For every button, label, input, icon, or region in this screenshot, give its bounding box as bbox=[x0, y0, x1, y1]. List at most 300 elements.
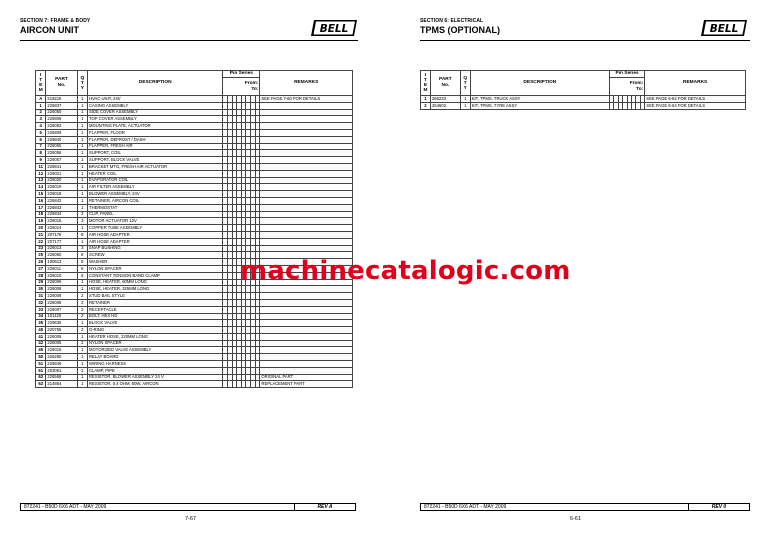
part-number-cell: 207177 bbox=[46, 238, 77, 245]
remarks-cell bbox=[260, 333, 353, 340]
part-number-cell: 219216 bbox=[46, 96, 77, 103]
header-rule bbox=[420, 40, 750, 41]
qty-cell: 3 bbox=[77, 218, 87, 225]
item-cell: 62 bbox=[36, 381, 46, 388]
col-header-from-to bbox=[223, 78, 260, 96]
qty-cell: 1 bbox=[77, 374, 87, 381]
page-title: TPMS (OPTIONAL) bbox=[420, 25, 500, 35]
remarks-cell bbox=[260, 163, 353, 170]
table-row bbox=[36, 320, 353, 327]
part-number-cell: 226844 bbox=[46, 211, 77, 218]
remarks-cell bbox=[260, 143, 353, 150]
qty-cell: 6 bbox=[77, 272, 87, 279]
description-cell: HEATER HOSE, 220MM LONG bbox=[88, 333, 223, 340]
col-header-pin-series: Pin Series bbox=[223, 71, 260, 78]
qty-cell: 1 bbox=[77, 333, 87, 340]
remarks-cell bbox=[260, 293, 353, 300]
table-row bbox=[36, 177, 353, 184]
table-row bbox=[36, 150, 353, 157]
part-number-cell: 229021 bbox=[46, 170, 77, 177]
remarks-cell bbox=[260, 109, 353, 116]
remarks-cell: SEE PAGE 6-64 FOR DETAILS bbox=[645, 102, 746, 109]
remarks-cell bbox=[260, 354, 353, 361]
remarks-cell bbox=[260, 347, 353, 354]
remarks-cell bbox=[260, 238, 353, 245]
description-cell: SIDE COVER ASSEMBLY bbox=[88, 109, 223, 116]
qty-cell: 2 bbox=[77, 306, 87, 313]
part-number-cell: 226015 bbox=[46, 218, 77, 225]
table-row bbox=[36, 327, 353, 334]
table-row bbox=[36, 218, 353, 225]
col-header-part: PART No. bbox=[46, 71, 77, 96]
remarks-cell bbox=[260, 245, 353, 252]
table-row bbox=[36, 238, 353, 245]
page-number: 6-61 bbox=[570, 516, 582, 522]
remarks-cell bbox=[260, 191, 353, 198]
remarks-cell bbox=[260, 313, 353, 320]
item-cell: 31 bbox=[36, 293, 46, 300]
qty-cell: 1 bbox=[77, 191, 87, 198]
part-number-cell: 226009 bbox=[46, 293, 77, 300]
item-cell: 15 bbox=[36, 191, 46, 198]
remarks-cell bbox=[260, 211, 353, 218]
item-cell: 26 bbox=[36, 259, 46, 266]
part-number-cell: 226006 bbox=[46, 286, 77, 293]
col-header-pin-series: Pin Series bbox=[609, 71, 644, 78]
qty-cell: 8 bbox=[77, 265, 87, 272]
item-cell: 50 bbox=[36, 354, 46, 361]
part-number-cell: 226010 bbox=[46, 272, 77, 279]
table-row bbox=[36, 333, 353, 340]
description-cell: FLAPPER, DEFROST / DASH bbox=[88, 136, 223, 143]
part-number-cell: 100613 bbox=[46, 259, 77, 266]
table-row bbox=[36, 367, 353, 374]
table-row bbox=[36, 306, 353, 313]
remarks-cell bbox=[260, 129, 353, 136]
item-cell: 62 bbox=[36, 374, 46, 381]
description-cell: WASHER bbox=[88, 259, 223, 266]
table-row bbox=[36, 197, 353, 204]
item-cell: 27 bbox=[36, 265, 46, 272]
remarks-cell bbox=[260, 299, 353, 306]
description-cell: FLAPPER, FLOOR bbox=[88, 129, 223, 136]
item-cell: 34 bbox=[36, 313, 46, 320]
item-cell: 7 bbox=[36, 143, 46, 150]
qty-cell: 1 bbox=[77, 286, 87, 293]
description-cell: STUD BAIL STYLE bbox=[88, 293, 223, 300]
remarks-cell bbox=[260, 225, 353, 232]
col-header-description: DESCRIPTION bbox=[88, 71, 223, 96]
qty-cell: 2 bbox=[77, 313, 87, 320]
qty-cell: 3 bbox=[77, 211, 87, 218]
qty-cell: 3 bbox=[77, 245, 87, 252]
col-header-part: PART No. bbox=[430, 71, 460, 96]
page-number: 7-67 bbox=[185, 516, 197, 522]
description-cell: CLIP, PANEL bbox=[88, 211, 223, 218]
footer-revision: REV 0 bbox=[711, 504, 727, 510]
item-cell: 22 bbox=[36, 238, 46, 245]
remarks-cell bbox=[260, 204, 353, 211]
table-row bbox=[36, 191, 353, 198]
description-cell: SUPPORT, BLOCK VALVE bbox=[88, 157, 223, 164]
item-cell: 41 bbox=[36, 333, 46, 340]
item-cell: 4 bbox=[36, 123, 46, 130]
from-label: From: bbox=[629, 81, 644, 86]
remarks-cell: SEE PAGE 6-62 FOR DETAILS bbox=[645, 96, 746, 103]
qty-cell: 1 bbox=[77, 320, 87, 327]
part-number-cell: 226840 bbox=[46, 136, 77, 143]
part-number-cell: 226016 bbox=[46, 347, 77, 354]
part-number-cell: 226841 bbox=[46, 163, 77, 170]
item-cell: 1 bbox=[421, 96, 431, 103]
description-cell: EVAPORATOR COIL bbox=[88, 177, 223, 184]
table-row bbox=[36, 381, 353, 388]
part-number-cell: 203061 bbox=[46, 367, 77, 374]
description-cell: HEATER COIL bbox=[88, 170, 223, 177]
qty-cell: 8 bbox=[77, 259, 87, 266]
item-cell: 1 bbox=[36, 102, 46, 109]
remarks-cell bbox=[260, 327, 353, 334]
table-row bbox=[36, 123, 353, 130]
table-row bbox=[36, 96, 353, 103]
remarks-cell: SEE PAGE 7-60 FOR DETAILS bbox=[260, 96, 353, 103]
table-row bbox=[36, 211, 353, 218]
qty-cell: 1 bbox=[77, 354, 87, 361]
table-row bbox=[36, 361, 353, 368]
item-cell: 2 bbox=[421, 102, 431, 109]
part-number-cell: 226843 bbox=[46, 204, 77, 211]
qty-cell: 1 bbox=[460, 102, 470, 109]
table-row bbox=[36, 170, 353, 177]
part-number-cell: 226842 bbox=[46, 197, 77, 204]
description-cell: BOLT, HEX HD bbox=[88, 313, 223, 320]
description-cell: AIR HOSE ADAPTER bbox=[88, 231, 223, 238]
item-cell: 61 bbox=[36, 367, 46, 374]
part-number-cell: 226050 bbox=[46, 109, 77, 116]
part-number-cell: 214854 bbox=[46, 381, 77, 388]
part-number-cell: 264602 bbox=[430, 102, 460, 109]
qty-cell: 1 bbox=[77, 347, 87, 354]
part-number-cell: 226018 bbox=[46, 191, 77, 198]
table-row bbox=[36, 225, 353, 232]
qty-cell: 2 bbox=[77, 340, 87, 347]
remarks-cell bbox=[260, 150, 353, 157]
watermark-text: machinecatalogic.com bbox=[240, 256, 571, 286]
description-cell: FLAPPER, FRESH AIR bbox=[88, 143, 223, 150]
remarks-cell bbox=[260, 286, 353, 293]
part-number-cell: 226011 bbox=[46, 265, 77, 272]
item-cell: 51 bbox=[36, 361, 46, 368]
qty-cell: 1 bbox=[77, 279, 87, 286]
parts-table-body bbox=[421, 96, 746, 110]
part-number-cell: 226060 bbox=[46, 252, 77, 259]
description-cell: HVAC UNIT, 24V bbox=[88, 96, 223, 103]
table-row bbox=[36, 143, 353, 150]
item-cell: 12 bbox=[36, 170, 46, 177]
remarks-cell bbox=[260, 184, 353, 191]
description-cell: MOTOR ACTUATOR 12V bbox=[88, 218, 223, 225]
part-number-cell: 226013 bbox=[46, 245, 77, 252]
table-row bbox=[36, 136, 353, 143]
description-cell: NYLON SPACER bbox=[88, 340, 223, 347]
item-cell: 17 bbox=[36, 204, 46, 211]
table-row bbox=[36, 354, 353, 361]
part-number-cell: 226837 bbox=[46, 102, 77, 109]
table-row bbox=[36, 245, 353, 252]
qty-cell: 1 bbox=[77, 109, 87, 116]
item-cell: 19 bbox=[36, 218, 46, 225]
remarks-cell: ORIGINAL PART bbox=[260, 374, 353, 381]
table-row bbox=[36, 163, 353, 170]
table-row bbox=[36, 340, 353, 347]
item-cell: 16 bbox=[36, 197, 46, 204]
qty-cell: 8 bbox=[77, 252, 87, 259]
description-cell: RETAINER bbox=[88, 299, 223, 306]
col-header-qty: Q T Y bbox=[460, 71, 470, 96]
parts-table-body bbox=[36, 96, 353, 388]
item-cell: 3 bbox=[36, 116, 46, 123]
table-row bbox=[36, 347, 353, 354]
part-number-cell: 226056 bbox=[46, 150, 77, 157]
description-cell: AIR HOSE ADAPTER bbox=[88, 238, 223, 245]
parts-table bbox=[35, 70, 353, 388]
item-cell: 9 bbox=[36, 157, 46, 164]
section-label: SECTION 7: FRAME & BODY bbox=[20, 18, 91, 24]
col-header-from-to bbox=[609, 78, 644, 96]
col-header-item: I T E M bbox=[36, 71, 46, 96]
logo-text: BELL bbox=[319, 23, 349, 35]
table-row bbox=[36, 204, 353, 211]
description-cell: SNAP BUSHING bbox=[88, 245, 223, 252]
description-cell: RESISTOR, 0.4 OHM, 50W, AIRCON bbox=[88, 381, 223, 388]
qty-cell: 1 bbox=[77, 96, 87, 103]
remarks-cell bbox=[260, 116, 353, 123]
qty-cell: 1 bbox=[77, 204, 87, 211]
to-label: To: bbox=[636, 86, 644, 92]
item-cell: 20 bbox=[36, 225, 46, 232]
description-cell: HOSE, HEATER, 325MM LONG bbox=[88, 286, 223, 293]
remarks-cell: REPLACEMENT PART bbox=[260, 381, 353, 388]
table-row bbox=[36, 109, 353, 116]
item-cell: 32 bbox=[36, 299, 46, 306]
bell-logo bbox=[310, 18, 358, 38]
description-cell: NYLON SPACER bbox=[88, 265, 223, 272]
table-row bbox=[36, 231, 353, 238]
col-header-item: I T E M bbox=[421, 71, 431, 96]
description-cell: O-RING bbox=[88, 327, 223, 334]
description-cell: SCREW bbox=[88, 252, 223, 259]
item-cell: 30 bbox=[36, 286, 46, 293]
part-number-cell: 266233 bbox=[430, 96, 460, 103]
logo-text: BELL bbox=[709, 23, 739, 35]
qty-cell: 1 bbox=[77, 123, 87, 130]
description-cell: CASING ASSEMBLY bbox=[88, 102, 223, 109]
footer-box bbox=[20, 503, 356, 511]
description-cell: MOUNTING PLATE, ACTUATOR bbox=[88, 123, 223, 130]
description-cell: MOTORIZED VALVE ASSEMBLY bbox=[88, 347, 223, 354]
footer-doc-id: 872241 - B50D 6X6 ADT - MAY 2009 bbox=[21, 504, 295, 510]
qty-cell: 1 bbox=[77, 129, 87, 136]
item-cell: 28 bbox=[36, 272, 46, 279]
description-cell: RETAINER, AIRCON COIL bbox=[88, 197, 223, 204]
qty-cell: 1 bbox=[77, 197, 87, 204]
col-header-description: DESCRIPTION bbox=[470, 71, 609, 96]
footer-revision: REV A bbox=[317, 504, 333, 510]
table-row bbox=[36, 293, 353, 300]
col-header-qty: Q T Y bbox=[77, 71, 87, 96]
bell-logo bbox=[700, 18, 748, 38]
item-cell: 18 bbox=[36, 211, 46, 218]
qty-cell: 1 bbox=[77, 136, 87, 143]
qty-cell: 1 bbox=[77, 361, 87, 368]
qty-cell: 1 bbox=[77, 177, 87, 184]
col-header-remarks: REMARKS bbox=[260, 71, 353, 96]
qty-cell: 1 bbox=[77, 116, 87, 123]
item-cell: 35 bbox=[36, 320, 46, 327]
item-cell: 21 bbox=[36, 231, 46, 238]
qty-cell: 2 bbox=[77, 293, 87, 300]
part-number-cell: 226008 bbox=[46, 299, 77, 306]
remarks-cell bbox=[260, 102, 353, 109]
qty-cell: 1 bbox=[77, 102, 87, 109]
description-cell: AIR FILTER ASSEMBLY bbox=[88, 184, 223, 191]
description-cell: CLAMP, PIPE bbox=[88, 367, 223, 374]
col-header-remarks: REMARKS bbox=[645, 71, 746, 96]
item-cell: 13 bbox=[36, 177, 46, 184]
part-number-cell: 226280 bbox=[46, 354, 77, 361]
header-rule bbox=[20, 40, 358, 41]
description-cell: KIT, TPMS, TYRE ASSY bbox=[470, 102, 609, 109]
part-number-cell: 226007 bbox=[46, 306, 77, 313]
remarks-cell bbox=[260, 157, 353, 164]
part-number-cell: 101129 bbox=[46, 313, 77, 320]
part-number-cell: 229635 bbox=[46, 320, 77, 327]
item-cell: 25 bbox=[36, 252, 46, 259]
parts-table bbox=[420, 70, 746, 110]
qty-cell: 1 bbox=[460, 96, 470, 103]
table-row bbox=[36, 299, 353, 306]
item-cell: A bbox=[36, 96, 46, 103]
description-cell: BRACKET MTG, FRESH AIR ACTUATOR bbox=[88, 163, 223, 170]
remarks-cell bbox=[260, 231, 353, 238]
qty-cell: 1 bbox=[77, 150, 87, 157]
footer-doc-id: 872241 - B50D 6X6 ADT - MAY 2009 bbox=[421, 504, 689, 510]
part-number-cell: 226006 bbox=[46, 279, 77, 286]
qty-cell: 1 bbox=[77, 157, 87, 164]
item-cell: 14 bbox=[36, 184, 46, 191]
remarks-cell bbox=[260, 170, 353, 177]
description-cell: BLOCK VALVE bbox=[88, 320, 223, 327]
remarks-cell bbox=[260, 320, 353, 327]
table-row bbox=[36, 313, 353, 320]
remarks-cell bbox=[260, 340, 353, 347]
item-cell: 45 bbox=[36, 347, 46, 354]
part-number-cell: 226057 bbox=[46, 157, 77, 164]
remarks-cell bbox=[260, 197, 353, 204]
description-cell: HOSE, HEATER, 60MM LONG bbox=[88, 279, 223, 286]
qty-cell: 2 bbox=[77, 367, 87, 374]
description-cell: SUPPORT, COIL bbox=[88, 150, 223, 157]
table-row bbox=[36, 129, 353, 136]
remarks-cell bbox=[260, 136, 353, 143]
description-cell: TOP COVER ASSEMBLY bbox=[88, 116, 223, 123]
item-cell: 11 bbox=[36, 163, 46, 170]
table-row bbox=[36, 116, 353, 123]
part-number-cell: 220765 bbox=[46, 327, 77, 334]
part-number-cell: 226006 bbox=[46, 333, 77, 340]
section-label: SECTION 6: ELECTRICAL bbox=[420, 18, 484, 24]
part-number-cell: 226808 bbox=[46, 116, 77, 123]
item-cell: 29 bbox=[36, 279, 46, 286]
from-label: From: bbox=[244, 81, 259, 86]
part-number-cell: 226055 bbox=[46, 143, 77, 150]
table-row bbox=[36, 157, 353, 164]
description-cell: RESISTOR, BLOWER ASSEMBLY 24 V bbox=[88, 374, 223, 381]
description-cell: RELAY BOARD bbox=[88, 354, 223, 361]
table-row bbox=[36, 286, 353, 293]
item-cell: 33 bbox=[36, 306, 46, 313]
table-row bbox=[36, 102, 353, 109]
qty-cell: 8 bbox=[77, 231, 87, 238]
item-cell: 23 bbox=[36, 245, 46, 252]
table-row bbox=[421, 96, 746, 103]
item-cell: 2 bbox=[36, 109, 46, 116]
item-cell: 5 bbox=[36, 129, 46, 136]
part-number-cell: 226846 bbox=[46, 361, 77, 368]
item-cell: 40 bbox=[36, 327, 46, 334]
description-cell: THERMOSTAT bbox=[88, 204, 223, 211]
description-cell: BLOWER ASSEMBLY, 24V bbox=[88, 191, 223, 198]
item-cell: 6 bbox=[36, 136, 46, 143]
page-title: AIRCON UNIT bbox=[20, 25, 79, 35]
to-label: To: bbox=[251, 86, 259, 92]
description-cell: COPPER TUBE ASSEMBLY bbox=[88, 225, 223, 232]
qty-cell: 1 bbox=[77, 225, 87, 232]
item-cell: 42 bbox=[36, 340, 46, 347]
part-number-cell: 226014 bbox=[46, 225, 77, 232]
part-number-cell: 226052 bbox=[46, 123, 77, 130]
remarks-cell bbox=[260, 123, 353, 130]
qty-cell: 1 bbox=[77, 170, 87, 177]
part-number-cell: 226020 bbox=[46, 177, 77, 184]
remarks-cell bbox=[260, 306, 353, 313]
description-cell: WIRING HARNESS bbox=[88, 361, 223, 368]
part-number-cell: 207176 bbox=[46, 231, 77, 238]
remarks-cell bbox=[260, 361, 353, 368]
remarks-cell bbox=[260, 218, 353, 225]
remarks-cell bbox=[260, 177, 353, 184]
remarks-cell bbox=[260, 367, 353, 374]
footer-box bbox=[420, 503, 750, 511]
description-cell: KIT, TPMS, TRUCK ASSY bbox=[470, 96, 609, 103]
description-cell: CONSTANT TENSION BAND CLAMP bbox=[88, 272, 223, 279]
qty-cell: 1 bbox=[77, 238, 87, 245]
table-row bbox=[36, 184, 353, 191]
qty-cell: 1 bbox=[77, 163, 87, 170]
qty-cell: 1 bbox=[77, 143, 87, 150]
item-cell: 8 bbox=[36, 150, 46, 157]
table-row bbox=[421, 102, 746, 109]
part-number-cell: 226019 bbox=[46, 184, 77, 191]
qty-cell: 2 bbox=[77, 327, 87, 334]
description-cell: RECEPTACLE bbox=[88, 306, 223, 313]
qty-cell: 2 bbox=[77, 299, 87, 306]
part-number-cell: 226809 bbox=[46, 129, 77, 136]
part-number-cell: 226568 bbox=[46, 374, 77, 381]
qty-cell: 1 bbox=[77, 184, 87, 191]
qty-cell: 1 bbox=[77, 381, 87, 388]
part-number-cell: 226005 bbox=[46, 340, 77, 347]
